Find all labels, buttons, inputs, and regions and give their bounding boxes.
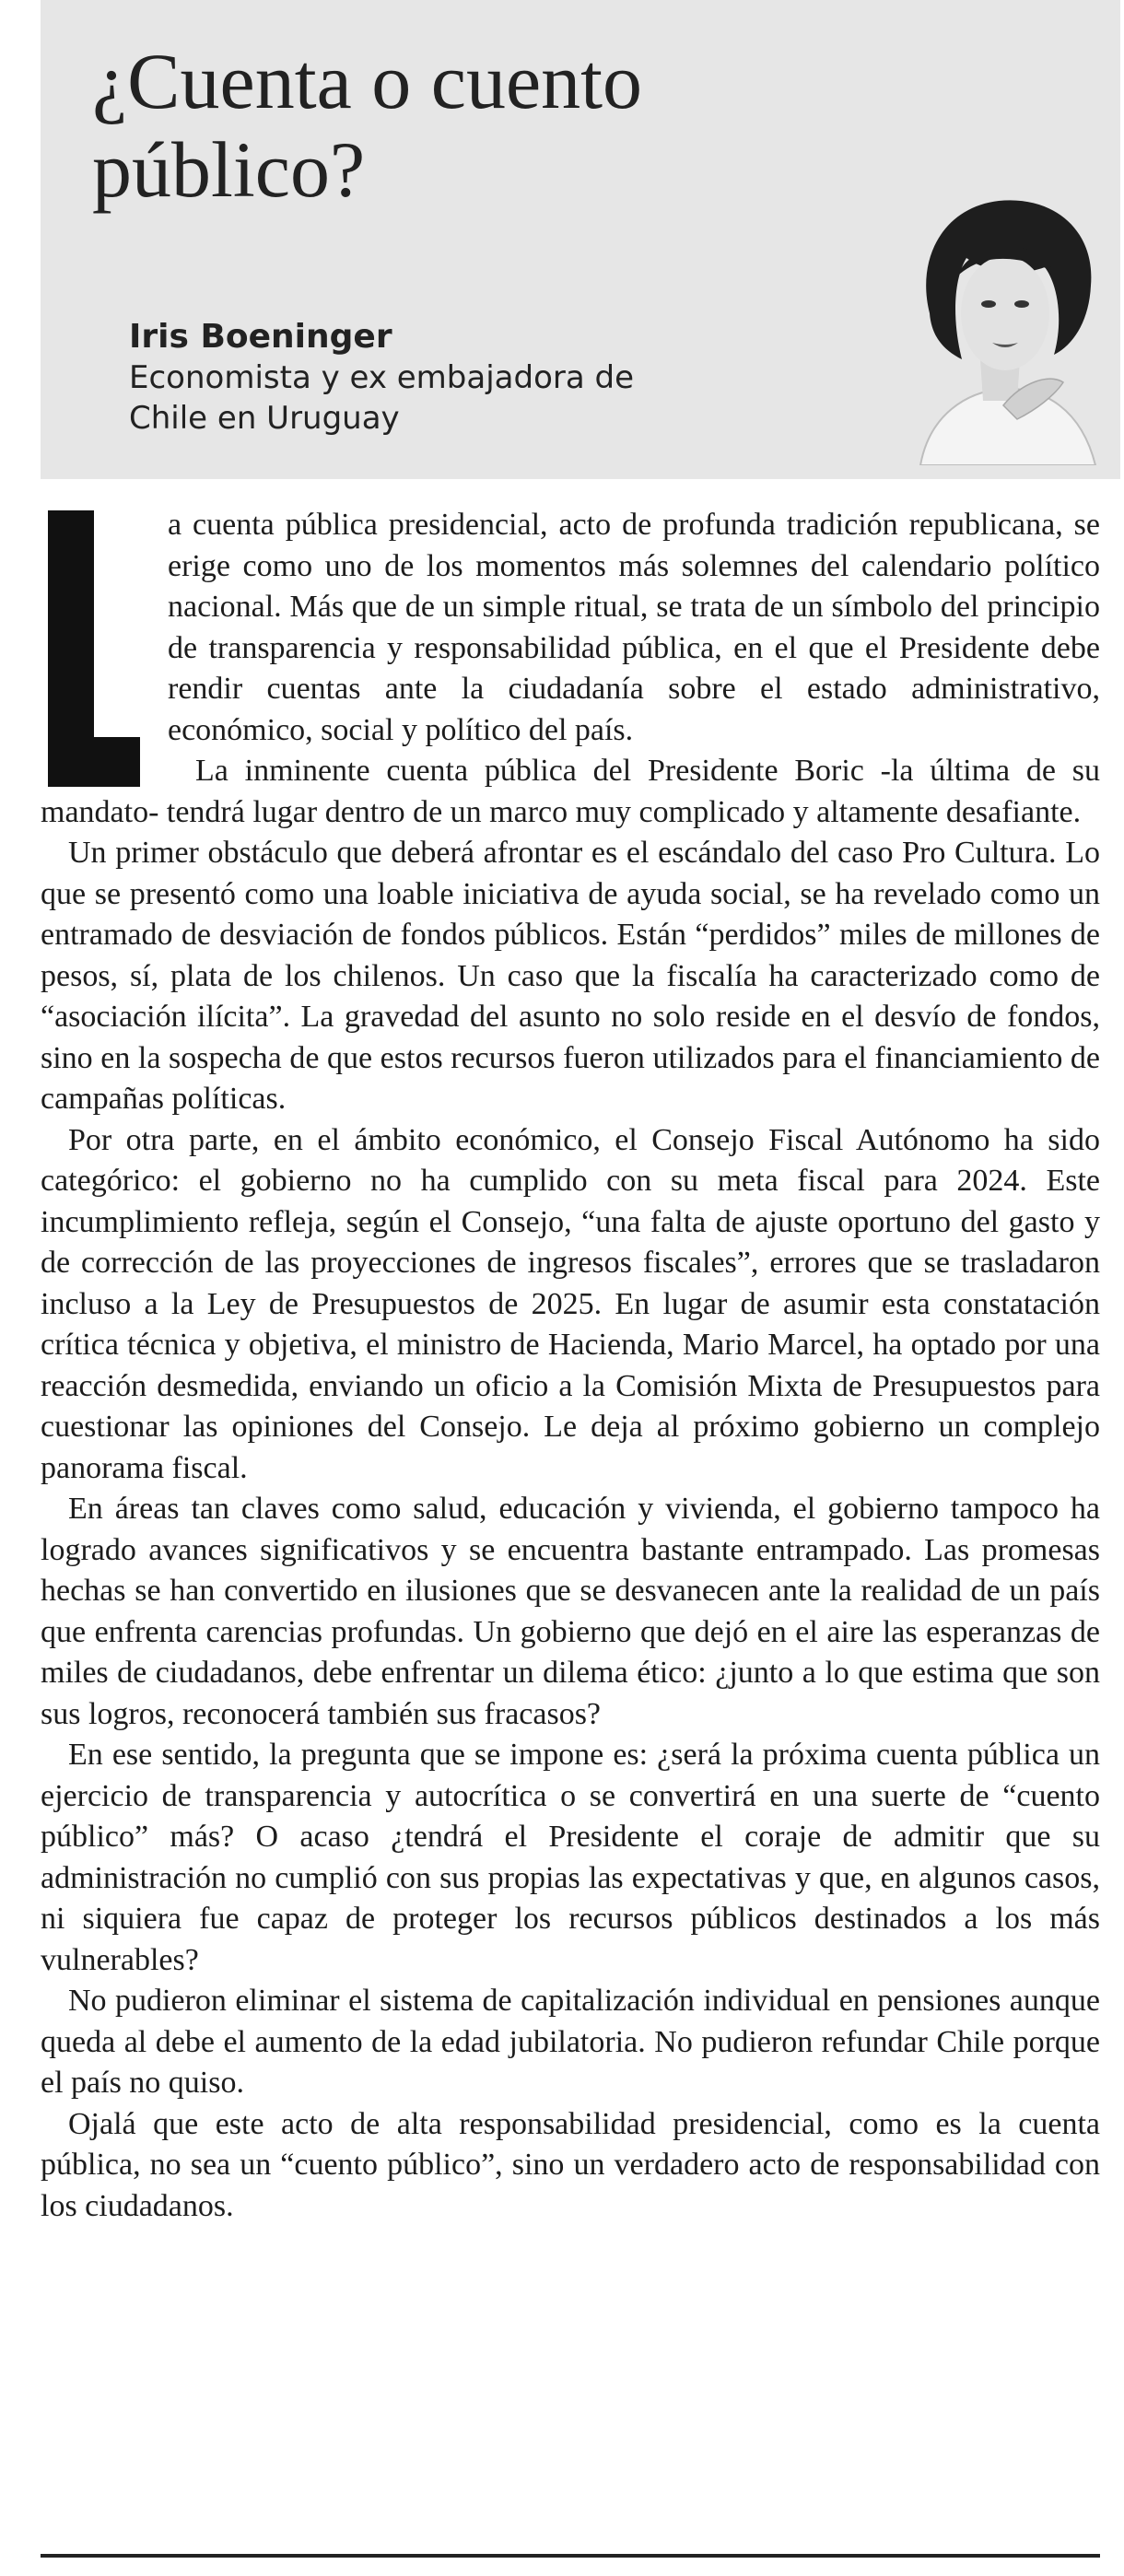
author-portrait-icon [920, 200, 1095, 465]
paragraph-5: En áreas tan claves como salud, educación y vivienda, el gobierno tampoco ha logrado avances significativos y se encuentra bastante entrampado. Las promesas hechas se han convertido en ilusiones que se desvanecen ante la realidad de un país que enfrenta carencias profundas. Un gobierno que dejó en el aire las esperanzas de miles de ciudadanos, debe enfrentar un dilema ético: ¿junto a lo que estima que son sus logros, reconocerá también sus fracasos? [41, 1492, 1100, 1731]
paragraph-4: Por otra parte, en el ámbito económico, el Consejo Fiscal Autónomo ha sido categórico: el gobierno no ha cumplido con su meta fiscal para 2024. Este incumplimiento refleja, según el Consejo, “una falta de ajuste oportuno del gasto y de corrección de las proyecciones de ingresos fiscales”, errores que se trasladaron incluso a la Ley de Presupuestos de 2025. En lugar de asumir esta constatación crítica técnica y objetiva, el ministro de Hacienda, Mario Marcel, ha optado por una reacción desmedida, enviando un oficio a la Comisión Mixta de Presupuestos para cuestionar las opiniones del Consejo. Le deja al próximo gobierno un complejo panorama fiscal. [41, 1122, 1100, 1485]
author-portrait [865, 184, 1124, 465]
paragraph-3: Un primer obstáculo que deberá afrontar es el escándalo del caso Pro Cultura. Lo que se presentó como una loable iniciativa de ayuda social, se ha revelado como un entramado de desviación de fondos públicos. Están “perdidos” miles de millones de pesos, sí, plata de los chilenos. Un caso que la fiscalía ha caracterizado como de “asociación ilícita”. La gravedad del asunto no solo reside en el desvío de fondos, sino en la sospecha de que estos recursos fueron utilizados para el financiamiento de campañas políticas. [41, 836, 1100, 1116]
paragraph-6: En ese sentido, la pregunta que se impone es: ¿será la próxima cuenta pública un ejercicio de transparencia y autocrítica o se convertirá en una suerte de “cuento público” más? O acaso ¿tendrá el Presidente el coraje de admitir que su administración no cumplió con sus propias las expectativas y que, en algunos casos, ni siquiera fue capaz de proteger los recursos públicos destinados a los más vulnerables? [41, 1738, 1100, 1977]
article-body [41, 505, 1100, 2227]
article-title: ¿Cuenta o cuento público? [92, 37, 643, 214]
author-name: Iris Boeninger [129, 318, 392, 356]
paragraph-2: La inminente cuenta pública del Presidente Boric -la última de su mandato- tendrá lugar dentro de un marco muy complicado y altamente desafiante. [41, 754, 1100, 829]
bottom-rule [41, 2554, 1100, 2558]
drop-cap-letter [48, 510, 49, 511]
paragraph-8: Ojalá que este acto de alta responsabilidad presidencial, como es la cuenta pública, no sea un “cuento público”, sino un verdadero acto de responsabilidad con los ciudadanos. [41, 2106, 1100, 2223]
paragraph-1: a cuenta pública presidencial, acto de profunda tradición republicana, se erige como uno de los momentos más solemnes del calendario político nacional. Más que de un simple ritual, se trata de un símbolo del principio de transparencia y responsabilidad pública, en el que el Presidente debe rendir cuentas ante la ciudadanía sobre el estado administrativo, económico, social y político del país. [168, 508, 1100, 747]
author-role: Economista y ex embajadora de Chile en Uruguay [129, 359, 635, 437]
paragraph-7: No pudieron eliminar el sistema de capitalización individual en pensiones aunque queda al debe el aumento de la edad jubilatoria. No pudieron refundar Chile porque el país no quiso. [41, 1984, 1100, 2100]
header-panel [41, 0, 1120, 479]
